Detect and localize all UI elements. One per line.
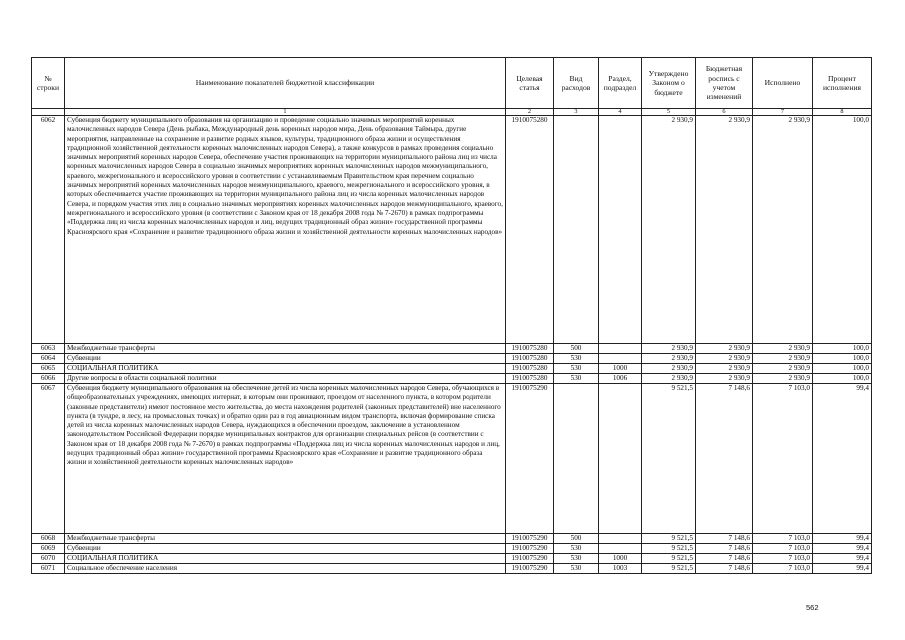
executed-cell: 2 930,9 xyxy=(753,344,813,354)
roster-cell: 7 148,6 xyxy=(696,564,753,574)
roster-cell: 7 148,6 xyxy=(696,544,753,554)
expense-type-cell: 500 xyxy=(554,534,599,544)
roster-cell: 2 930,9 xyxy=(696,374,753,384)
section-cell: 1000 xyxy=(599,364,642,374)
row-number-cell: 6064 xyxy=(32,354,65,364)
expense-type-cell: 530 xyxy=(554,364,599,374)
header-indicator-name: Наименование показателей бюджетной классификации xyxy=(65,58,506,109)
section-cell xyxy=(599,344,642,354)
indicator-name-cell: Субвенция бюджету муниципального образования на обеспечение детей из числа коренных малочисленных народов Севера, обучающихся в общеобразовательных учреждениях, имеющих интернат, в которым они проживают, проездом от населенного пункта, в котором родители (законные представители) имеют постоянное место жительства, до места нахождения родителей (законных представителей) вне населенного пункта (в тундре, в лесу, на промысловых точках) и обратно один раз в год авиационным видом транспорта, включая формирование списка детей из числа коренных малочисленных народов Севера, нуждающихся в обеспечении проездом, заключение в установленном законодательством Российской Федерации порядке муниципальных контрактов для организации специальных рейсов (в соответствии с Законом края от 18 декабря 2008 года № 7-2670) в рамках подпрограммы «Поддержка лиц из числа коренных малочисленных народов и лиц, ведущих традиционный образ жизни» государственной программы Красноярского края «Сохранение и развитие традиционного образа жизни и хозяйственной деятельности коренных малочисленных народов» xyxy=(65,384,506,534)
column-number: 6 xyxy=(696,109,753,116)
page-number: 562 xyxy=(806,603,819,612)
target-article-cell: 1910075290 xyxy=(506,564,554,574)
percent-cell: 99,4 xyxy=(813,534,872,544)
executed-cell: 2 930,9 xyxy=(753,374,813,384)
row-number-cell: 6070 xyxy=(32,554,65,564)
table-row xyxy=(32,116,872,344)
executed-cell: 7 103,0 xyxy=(753,544,813,554)
indicator-name-cell: Межбюджетные трансферты xyxy=(65,344,506,354)
approved-cell: 9 521,5 xyxy=(642,564,696,574)
roster-cell: 2 930,9 xyxy=(696,364,753,374)
percent-cell: 99,4 xyxy=(813,564,872,574)
executed-cell: 7 103,0 xyxy=(753,384,813,534)
approved-cell: 2 930,9 xyxy=(642,374,696,384)
roster-cell: 2 930,9 xyxy=(696,116,753,344)
row-number-cell: 6063 xyxy=(32,344,65,354)
target-article-cell: 1910075290 xyxy=(506,544,554,554)
table-body xyxy=(32,116,872,574)
indicator-name-cell: Субвенция бюджету муниципального образования на организацию и проведение социально значимых мероприятий коренных малочисленных народов Севера (День рыбака, Международный день коренных народов мира, День образования Таймыра, другие мероприятия, направленные на сохранение и развитие родных языков, культуры, традиционного образа жизни и осуществления традиционной хозяйственной деятельности коренных малочисленных народов Севера), а также конкурсов в рамках проведения социально значимых мероприятий коренных народов Севера, обеспечение участия проживающих на территории муниципального района лиц из числа коренных малочисленных народов Севера в социально значимых мероприятиях коренных малочисленных народов межмуниципального, краевого, межрегионального и всероссийского уровня в соответствии с устанавливаемым Правительством края перечнем социально значимых мероприятий коренных малочисленных народов межмуниципального, краевого, межрегионального и всероссийского уровня, в которых обеспечивается участие проживающих на территории муниципального района лиц из числа коренных малочисленных народов Севера, и порядком участия этих лиц в социально значимых мероприятиях коренных малочисленных народов межмуниципального, краевого, межрегионального и всероссийского уровня (в соответствии с Законом края от 18 декабря 2008 года № 7-2670) в рамках подпрограммы «Поддержка лиц из числа коренных малочисленных народов и лиц, ведущих традиционный образ жизни» государственной программы Красноярского края «Сохранение и развитие традиционного образа жизни и хозяйственной деятельности коренных малочисленных народов» xyxy=(65,116,506,344)
percent-cell: 100,0 xyxy=(813,374,872,384)
table-row xyxy=(32,374,872,384)
expense-type-cell: 530 xyxy=(554,554,599,564)
executed-cell: 2 930,9 xyxy=(753,364,813,374)
column-number: 4 xyxy=(599,109,642,116)
executed-cell: 2 930,9 xyxy=(753,354,813,364)
target-article-cell: 1910075280 xyxy=(506,364,554,374)
target-article-cell: 1910075290 xyxy=(506,384,554,534)
roster-cell: 7 148,6 xyxy=(696,534,753,544)
expense-type-cell xyxy=(554,384,599,534)
section-cell: 1000 xyxy=(599,554,642,564)
header-target-article: Целевая статья xyxy=(506,58,554,109)
header-executed: Исполнено xyxy=(753,58,813,109)
expense-type-cell xyxy=(554,116,599,344)
table-row xyxy=(32,564,872,574)
header-approved: Утверждено Законом о бюджете xyxy=(642,58,696,109)
header-row xyxy=(32,58,872,109)
row-number-cell: 6065 xyxy=(32,364,65,374)
column-number: 2 xyxy=(506,109,554,116)
column-number: 7 xyxy=(753,109,813,116)
column-number: 8 xyxy=(813,109,872,116)
section-cell xyxy=(599,116,642,344)
row-number-cell: 6067 xyxy=(32,384,65,534)
section-cell: 1006 xyxy=(599,374,642,384)
target-article-cell: 1910075290 xyxy=(506,534,554,544)
roster-cell: 2 930,9 xyxy=(696,344,753,354)
table-row xyxy=(32,344,872,354)
approved-cell: 9 521,5 xyxy=(642,534,696,544)
column-number xyxy=(32,109,65,116)
row-number-cell: 6068 xyxy=(32,534,65,544)
target-article-cell: 1910075280 xyxy=(506,344,554,354)
indicator-name-cell: Межбюджетные трансферты xyxy=(65,534,506,544)
percent-cell: 99,4 xyxy=(813,544,872,554)
table-row xyxy=(32,354,872,364)
header-row-number: № строки xyxy=(32,58,65,109)
indicator-name-cell: Другие вопросы в области социальной политики xyxy=(65,374,506,384)
approved-cell: 9 521,5 xyxy=(642,544,696,554)
expense-type-cell: 530 xyxy=(554,354,599,364)
column-number: 5 xyxy=(642,109,696,116)
indicator-name-cell: СОЦИАЛЬНАЯ ПОЛИТИКА xyxy=(65,364,506,374)
column-number-row xyxy=(32,109,872,116)
target-article-cell: 1910075290 xyxy=(506,554,554,564)
column-number: 1 xyxy=(65,109,506,116)
approved-cell: 2 930,9 xyxy=(642,354,696,364)
header-percent: Процент исполнения xyxy=(813,58,872,109)
section-cell xyxy=(599,544,642,554)
expense-type-cell: 500 xyxy=(554,344,599,354)
percent-cell: 99,4 xyxy=(813,384,872,534)
approved-cell: 2 930,9 xyxy=(642,344,696,354)
indicator-name-cell: СОЦИАЛЬНАЯ ПОЛИТИКА xyxy=(65,554,506,564)
executed-cell: 7 103,0 xyxy=(753,554,813,564)
roster-cell: 2 930,9 xyxy=(696,354,753,364)
target-article-cell: 1910075280 xyxy=(506,374,554,384)
executed-cell: 7 103,0 xyxy=(753,564,813,574)
percent-cell: 100,0 xyxy=(813,344,872,354)
expense-type-cell: 530 xyxy=(554,544,599,554)
table-row xyxy=(32,384,872,534)
table-row xyxy=(32,554,872,564)
table-row xyxy=(32,544,872,554)
approved-cell: 2 930,9 xyxy=(642,116,696,344)
row-number-cell: 6071 xyxy=(32,564,65,574)
target-article-cell: 1910075280 xyxy=(506,116,554,344)
indicator-name-cell: Субвенции xyxy=(65,354,506,364)
indicator-name-cell: Субвенции xyxy=(65,544,506,554)
header-expense-type: Вид расходов xyxy=(554,58,599,109)
section-cell xyxy=(599,384,642,534)
header-budget-roster: Бюджетная роспись с учетом изменений xyxy=(696,58,753,109)
percent-cell: 99,4 xyxy=(813,554,872,564)
expense-type-cell: 530 xyxy=(554,564,599,574)
budget-table xyxy=(31,57,872,574)
section-cell xyxy=(599,354,642,364)
approved-cell: 9 521,5 xyxy=(642,384,696,534)
header-section: Раздел, подраздел xyxy=(599,58,642,109)
indicator-name-cell: Социальное обеспечение населения xyxy=(65,564,506,574)
percent-cell: 100,0 xyxy=(813,364,872,374)
row-number-cell: 6066 xyxy=(32,374,65,384)
approved-cell: 9 521,5 xyxy=(642,554,696,564)
section-cell: 1003 xyxy=(599,564,642,574)
roster-cell: 7 148,6 xyxy=(696,554,753,564)
row-number-cell: 6062 xyxy=(32,116,65,344)
expense-type-cell: 530 xyxy=(554,374,599,384)
section-cell xyxy=(599,534,642,544)
roster-cell: 7 148,6 xyxy=(696,384,753,534)
row-number-cell: 6069 xyxy=(32,544,65,554)
column-number: 3 xyxy=(554,109,599,116)
executed-cell: 2 930,9 xyxy=(753,116,813,344)
approved-cell: 2 930,9 xyxy=(642,364,696,374)
percent-cell: 100,0 xyxy=(813,354,872,364)
executed-cell: 7 103,0 xyxy=(753,534,813,544)
table-row xyxy=(32,364,872,374)
percent-cell: 100,0 xyxy=(813,116,872,344)
table-row xyxy=(32,534,872,544)
target-article-cell: 1910075280 xyxy=(506,354,554,364)
